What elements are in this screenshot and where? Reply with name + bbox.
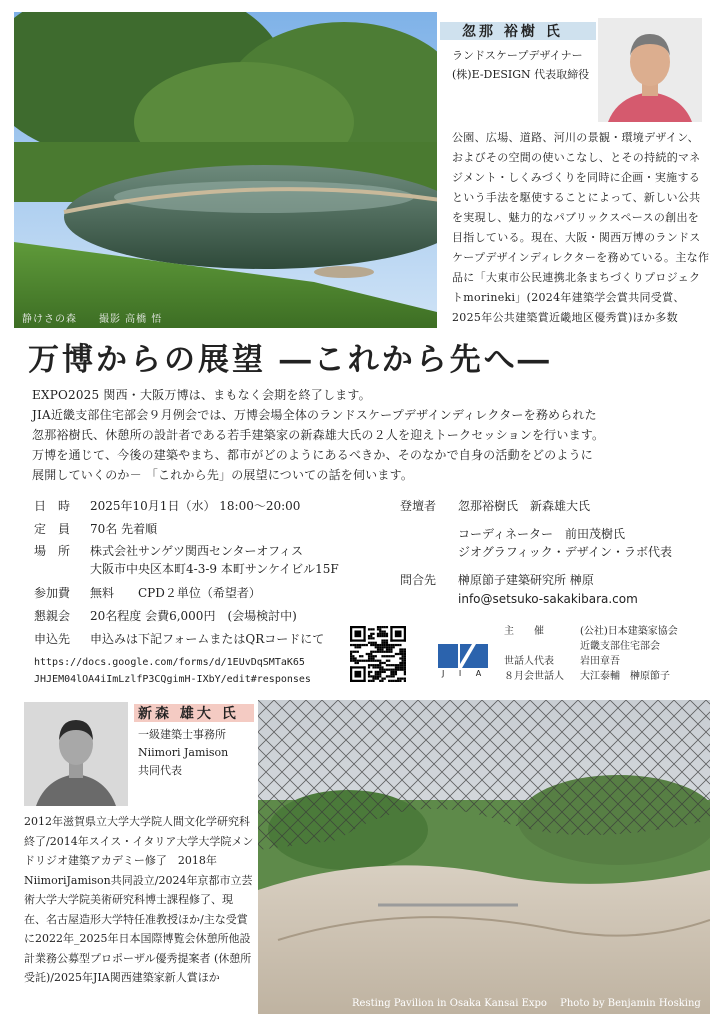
party-value: 20名程度 会費6,000円 (会場検討中) xyxy=(90,609,297,623)
jia-logo-text: J I A xyxy=(442,669,488,678)
speaker2-role-line3: 共同代表 xyxy=(138,764,182,777)
speaker2-portrait xyxy=(24,702,128,806)
qr-code-icon[interactable] xyxy=(350,626,406,682)
intro-line: EXPO2025 関西・大阪万博は、まもなく会期を終了します。 xyxy=(32,388,371,402)
apply-label: 申込先 xyxy=(34,632,71,646)
host-label: 主 催 xyxy=(504,626,544,637)
party-label: 懇親会 xyxy=(34,609,71,623)
intro-line: 万博を通じて、今後の建築やまち、都市がどのようにあるべきか、そのなかで自身の活動をどのように xyxy=(32,448,593,462)
url-line2[interactable]: JHJEM04lOA4iImLzlfP3CQgimH-IXbY/edit#responses xyxy=(34,674,311,685)
intro-line: 忽那裕樹氏、休憩所の設計者である若手建築家の新森雄大氏の２人を迎えトークセッションを行います。 xyxy=(32,428,605,442)
venue-line1: 株式会社サンゲツ関西センターオフィス xyxy=(90,544,304,558)
organizer-info xyxy=(500,624,714,686)
application-form-url[interactable] xyxy=(34,654,311,688)
speaker2-role xyxy=(138,726,228,780)
event-details xyxy=(34,497,394,647)
pavilion-photo xyxy=(258,700,710,1014)
top-photo-caption: 静けさの森 撮影 高橋 悟 xyxy=(22,314,163,325)
bottom-photo-caption: Resting Pavilion in Osaka Kansai Expo Photo by Benjamin Hosking xyxy=(352,998,701,1009)
speakers-value: 忽那裕樹氏 新森雄大氏 xyxy=(458,499,591,513)
apply-value: 申込みは下記フォームまたはQRコードにて xyxy=(90,632,325,646)
speaker1-role-line2: (株)E-DESIGN 代表取締役 xyxy=(452,68,590,81)
contact-email[interactable]: info@setsuko-sakakibara.com xyxy=(458,592,638,606)
month-label: ８月会世話人 xyxy=(504,671,564,682)
forest-pond-photo xyxy=(14,12,437,328)
speaker2-role-line2: Niimori Jamison xyxy=(138,746,229,759)
capacity-value: 70名 先着順 xyxy=(90,522,158,536)
speakers-info xyxy=(400,497,710,607)
contact-value: 榊原節子建築研究所 榊原 xyxy=(458,573,594,587)
coordinator-line2: ジオグラフィック・デザイン・ラボ代表 xyxy=(458,545,672,559)
venue-label: 場 所 xyxy=(34,544,71,558)
rep-label: 世話人代表 xyxy=(504,656,554,667)
event-intro xyxy=(32,385,712,485)
coordinator-line1: コーディネーター 前田茂樹氏 xyxy=(458,527,626,541)
date-label: 日 時 xyxy=(34,499,71,513)
intro-line: 展開していくのか－ 「これから先」の展望についての話を伺います。 xyxy=(32,468,414,482)
fee-value: 無料 CPD２単位（希望者） xyxy=(90,586,261,600)
contact-label: 問合先 xyxy=(400,573,437,587)
speaker1-bio: 公園、広場、道路、河川の景観・環境デザイン、およびその空間の使いこなし、とその持続的マネジメント・しくみづくりを同時に企画・実施するという手法を駆使することによって、新しい公共を実現し、魅力的なパブリックスペースの創出を目指している。現在、大阪・関西万博のランドスケープデザインディレクターを務めている。主な作品に「大東市公民連携北条まちづくりプロジェクトmorineki」(2024年建築学会賞共同受賞、2025年公共建築賞近畿地区優秀賞)ほか多数 xyxy=(452,131,710,324)
jia-logo xyxy=(432,638,492,682)
host-line1: (公社)日本建築家協会 xyxy=(580,626,678,637)
intro-line: JIA近畿支部住宅部会９月例会では、万博会場全体のランドスケープデザインディレクターを務められた xyxy=(32,408,597,422)
speaker2-bio: 2012年滋賀県立大学大学院人間文化学研究科終了/2014年スイス・イタリア大学大学院メンドリジオ建築アカデミー修了 2018年NiimoriJamison共同設立/2024年京都市立芸術大学大学院美術研究科博士課程修了、現在、名古屋造形大学特任准教授ほか/主な受賞に2022年_2025年日本国際博覧会休憩所他設計業務公募型プロポーザル優秀提案者 (休憩所受託)/2025年JIA関西建築家新人賞ほか xyxy=(24,815,254,984)
speaker2-name: 新森 雄大 氏 xyxy=(138,706,239,722)
speaker1-name: 忽那 裕樹 氏 xyxy=(462,24,563,40)
speaker2-role-line1: 一級建築士事務所 xyxy=(138,728,226,741)
host-line2: 近畿支部住宅部会 xyxy=(580,641,660,652)
venue-line2: 大阪市中央区本町4-3-9 本町サンケイビル15F xyxy=(90,562,339,576)
date-value: 2025年10月1日（水） 18:00～20:00 xyxy=(90,499,301,513)
rep-value: 岩田章吾 xyxy=(580,656,620,667)
speakers-label: 登壇者 xyxy=(400,499,437,513)
speaker1-role-line1: ランドスケープデザイナー xyxy=(452,49,583,62)
month-value: 大江泰輔 榊原節子 xyxy=(580,671,670,682)
event-title: 万博からの展望 ―これから先へ― xyxy=(28,342,552,378)
fee-label: 参加費 xyxy=(34,586,71,600)
speaker1-portrait xyxy=(598,18,702,122)
url-line1[interactable]: https://docs.google.com/forms/d/1EUvDqSMTaK65 xyxy=(34,657,305,668)
speaker1-role xyxy=(452,46,589,84)
capacity-label: 定 員 xyxy=(34,522,71,536)
